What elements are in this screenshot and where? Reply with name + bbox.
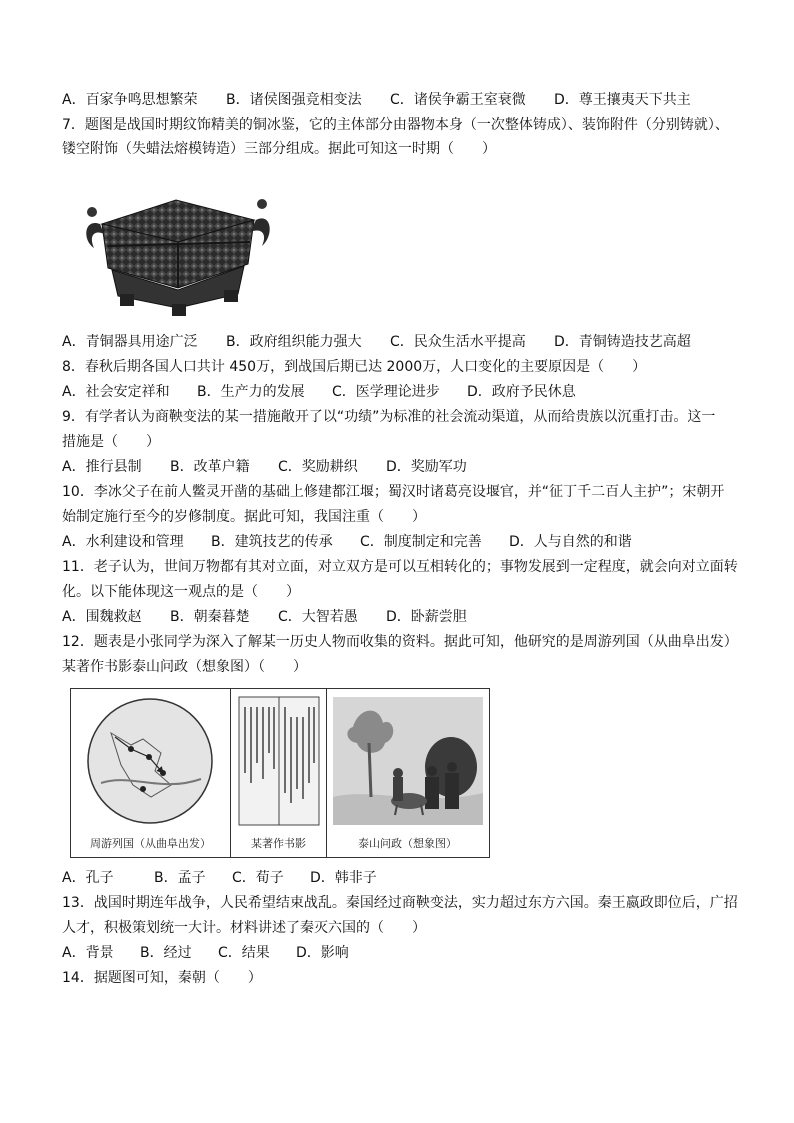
q12-option-c: C．荀子 [232,870,284,886]
q12-option-d: D．韩非子 [310,870,377,886]
q14-stem: 14．据题图可知，秦朝（ ） [62,970,262,986]
q6-option-b: B．诸侯图强竞相变法 [226,92,362,108]
q7-stem-line2: 镂空附饰（失蜡法熔模铸造）三部分组成。据此可知这一时期（ ） [62,141,496,157]
q13-option-d: D．影响 [296,945,349,961]
q12-map-panel [71,689,231,857]
q11-option-d: D．卧薪尝胆 [386,609,467,625]
q11-option-c: C．大智若愚 [278,609,358,625]
q9-option-b: B．改革户籍 [170,459,250,475]
q12-book-panel [231,689,327,857]
q8-option-d: D．政府予民休息 [467,384,576,400]
q10-option-c: C．制度制定和完善 [360,534,482,550]
q6-option-d: D．尊王攘夷天下共主 [554,92,691,108]
q6-options [62,88,742,112]
q9-stem-line1: 9．有学者认为商鞅变法的某一措施敞开了以“功绩”为标准的社会流动渠道，从而给贵族以沉重打击。这一 [62,409,716,425]
q8-option-c: C．医学理论进步 [332,384,440,400]
q7-option-b: B．政府组织能力强大 [226,334,362,350]
q10-option-d: D．人与自然的和谐 [509,534,632,550]
q10-option-b: B．建筑技艺的传承 [211,534,333,550]
q12-option-a: A．孔子 [62,870,114,886]
q7-options [62,330,742,354]
q9-options [62,455,742,479]
q13-stem-line1: 13．战国时期连年战争，人民希望结束战乱。秦国经过商鞅变法，实力超过东方六国。秦王嬴政即位后，广招 [62,895,738,911]
q9-option-d: D．奖励军功 [386,459,467,475]
q9-stem-line2: 措施是（ ） [62,434,160,450]
q11-options [62,605,742,629]
q12-material-table [70,688,490,858]
bronze-ice-vessel-image [78,190,274,318]
q12-book-caption: 某著作书影 [251,837,306,850]
q7-stem-line1: 7．题图是战国时期纹饰精美的铜冰鉴，它的主体部分由器物本身（一次整体铸成）、装饰附件（分别铸就）、 [62,117,729,133]
q9-option-c: C．奖励耕织 [278,459,358,475]
q13-option-c: C．结果 [218,945,270,961]
q8-option-b: B．生产力的发展 [197,384,305,400]
q12-options [62,866,742,890]
q12-stem-line1: 12．题表是小张同学为深入了解某一历史人物而收集的资料。据此可知，他研究的是周游列国（从曲阜出发） [62,634,738,650]
q11-option-a: A．围魏救赵 [62,609,142,625]
q10-options [62,530,742,554]
q8-options [62,380,742,404]
q13-options [62,941,742,965]
q8-stem: 8．春秋后期各国人口共计 450万，到战国后期已达 2000万，人口变化的主要原因是（ ） [62,359,647,375]
q12-stem-line2: 某著作书影泰山问政（想象图）（ ） [62,659,307,675]
q10-stem-line2: 始制定施行至今的岁修制度。据此可知，我国注重（ ） [62,509,426,525]
q12-option-b: B．孟子 [154,870,206,886]
q8-option-a: A．社会安定祥和 [62,384,170,400]
q11-stem-line1: 11．老子认为，世间万物都有其对立面，对立双方是可以互相转化的；事物发展到一定程度，就会向对立面转 [62,559,738,575]
q13-stem-line2: 人才，积极策划统一大计。材料讲述了秦灭六国的（ ） [62,920,426,936]
q9-option-a: A．推行县制 [62,459,142,475]
q7-option-c: C．民众生活水平提高 [390,334,526,350]
q6-option-a: A．百家争鸣思想繁荣 [62,92,198,108]
q13-option-b: B．经过 [140,945,192,961]
q10-option-a: A．水利建设和管理 [62,534,184,550]
q11-stem-line2: 化。以下能体现这一观点的是（ ） [62,584,300,600]
q10-stem-line1: 10．李冰父子在前人鳖灵开凿的基础上修建都江堰；蜀汉时诸葛亮设堰官，并“征丁千二百人主护”；宋朝开 [62,484,725,500]
q12-painting-caption: 泰山问政（想象图） [358,837,457,850]
q7-option-a: A．青铜器具用途广泛 [62,334,198,350]
q6-option-c: C．诸侯争霸王室衰微 [390,92,526,108]
q13-option-a: A．背景 [62,945,114,961]
q11-option-b: B．朝秦暮楚 [170,609,250,625]
q12-painting-panel [327,689,488,857]
q12-map-caption: 周游列国（从曲阜出发） [90,837,211,850]
q7-option-d: D．青铜铸造技艺高超 [554,334,691,350]
